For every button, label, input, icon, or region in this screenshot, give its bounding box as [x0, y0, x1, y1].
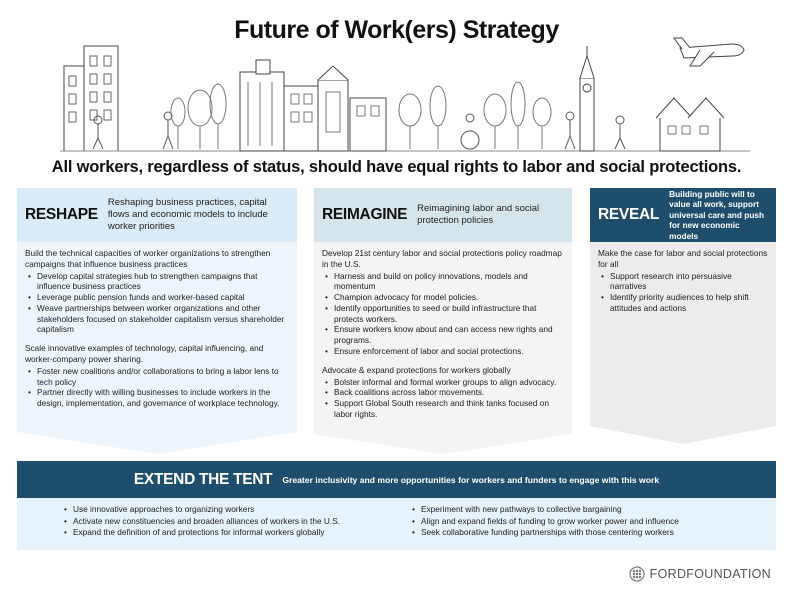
bullet-list	[322, 377, 564, 420]
group-lead: Make the case for labor and social protections for all	[598, 248, 768, 269]
column-header	[314, 188, 572, 242]
group-lead: Scale innovative examples of technology, capital influencing, and worker-company power sharing.	[25, 343, 264, 365]
column-reveal	[590, 188, 776, 444]
list-item: • Align and expand fields of funding to grow worker power and influence	[409, 516, 749, 528]
column-title: RESHAPE	[25, 206, 98, 223]
column-header	[17, 188, 297, 242]
down-arrow-shape	[590, 426, 776, 444]
down-arrow-shape	[17, 432, 297, 454]
group-lead: Advocate & expand protections for workers globally	[322, 364, 511, 375]
bullet-list	[61, 504, 409, 550]
bullet-list	[322, 271, 564, 357]
list-item: • Foster new coalitions and/or collaborations to bring a labor lens to tech policy	[25, 366, 289, 388]
list-item: • Ensure workers know about and can access new rights and programs.	[322, 324, 564, 346]
column-description: Reimagining labor and social protection policies	[417, 203, 540, 226]
list-item: • Expand the definition of and protections for informal workers globally	[61, 527, 409, 539]
bullet-list	[25, 366, 289, 409]
list-item: • Champion advocacy for model policies.	[322, 292, 564, 303]
list-item: • Leverage public pension funds and worker-based capital	[25, 292, 289, 303]
tent-body	[17, 498, 776, 550]
bullet-list	[25, 271, 289, 336]
down-arrow-shape	[314, 434, 572, 454]
list-item: • Ensure enforcement of labor and social protections.	[322, 346, 564, 357]
list-item: • Support Global South research and think tanks focused on labor rights.	[322, 398, 564, 420]
bullet-list	[409, 504, 749, 550]
column-title: REIMAGINE	[322, 206, 408, 223]
list-item: • Seek collaborative funding partnerships with those centering workers	[409, 527, 749, 539]
list-item: • Develop capital strategies hub to strengthen campaigns that influence business practices	[25, 271, 289, 293]
list-item: • Partner directly with willing businesses to include workers in the design, implementation, and governance of workplace technology.	[25, 387, 289, 409]
column-body	[314, 242, 572, 434]
column-header	[590, 188, 776, 242]
column-description: Building public will to value all work, support universal care and push for new economic models	[669, 189, 765, 241]
building-icon	[240, 60, 386, 151]
tent-header	[17, 461, 776, 498]
column-reshape	[17, 188, 297, 454]
group-lead: Build the technical capacities of worker organizations to strengthen campaigns that influence business practices	[25, 248, 271, 269]
extend-the-tent-panel	[17, 461, 776, 550]
logo-text: FORDFOUNDATION	[649, 567, 771, 581]
list-item: • Identify priority audiences to help shift attitudes and actions	[598, 292, 768, 314]
list-item: • Identify opportunities to seed or build infrastructure that protects workers.	[322, 303, 564, 325]
page-title: Future of Work(ers) Strategy	[234, 16, 559, 44]
airplane-icon	[674, 38, 744, 66]
column-title: REVEAL	[598, 206, 660, 223]
house-icon	[656, 98, 724, 151]
tent-description: Greater inclusivity and more opportunities for workers and funders to engage with this work	[282, 474, 660, 485]
column-reimagine	[314, 188, 572, 454]
list-item: • Harness and build on policy innovations, models and momentum	[322, 271, 564, 293]
list-item: • Back coalitions across labor movements.	[322, 387, 564, 398]
list-item: • Activate new constituencies and broaden alliances of workers in the U.S.	[61, 516, 409, 528]
column-description: Reshaping business practices, capital flows and economic models to include worker priorities	[107, 197, 268, 232]
column-body	[17, 242, 297, 432]
clock-tower-icon	[580, 46, 594, 151]
group-lead: Develop 21st century labor and social protections policy roadmap in the U.S.	[322, 248, 562, 269]
city-skyline-illustration	[60, 36, 750, 156]
ford-foundation-logo	[629, 566, 771, 582]
office-building-icon	[64, 46, 118, 151]
ford-foundation-mark-icon	[629, 566, 645, 582]
column-body	[590, 242, 776, 426]
list-item: • Bolster informal and formal worker groups to align advocacy.	[322, 377, 564, 388]
list-item: • Support research into persuasive narratives	[598, 271, 768, 293]
list-item: • Experiment with new pathways to collective bargaining	[409, 504, 749, 516]
tent-title: EXTEND THE TENT	[133, 470, 273, 488]
bullet-list	[598, 271, 768, 314]
list-item: • Weave partnerships between worker organizations and other stakeholders focused on stakeholder capitalism versus shareholder capitalism	[25, 303, 289, 335]
tagline: All workers, regardless of status, should have equal rights to labor and social protections.	[51, 158, 742, 176]
list-item: • Use innovative approaches to organizing workers	[61, 504, 409, 516]
